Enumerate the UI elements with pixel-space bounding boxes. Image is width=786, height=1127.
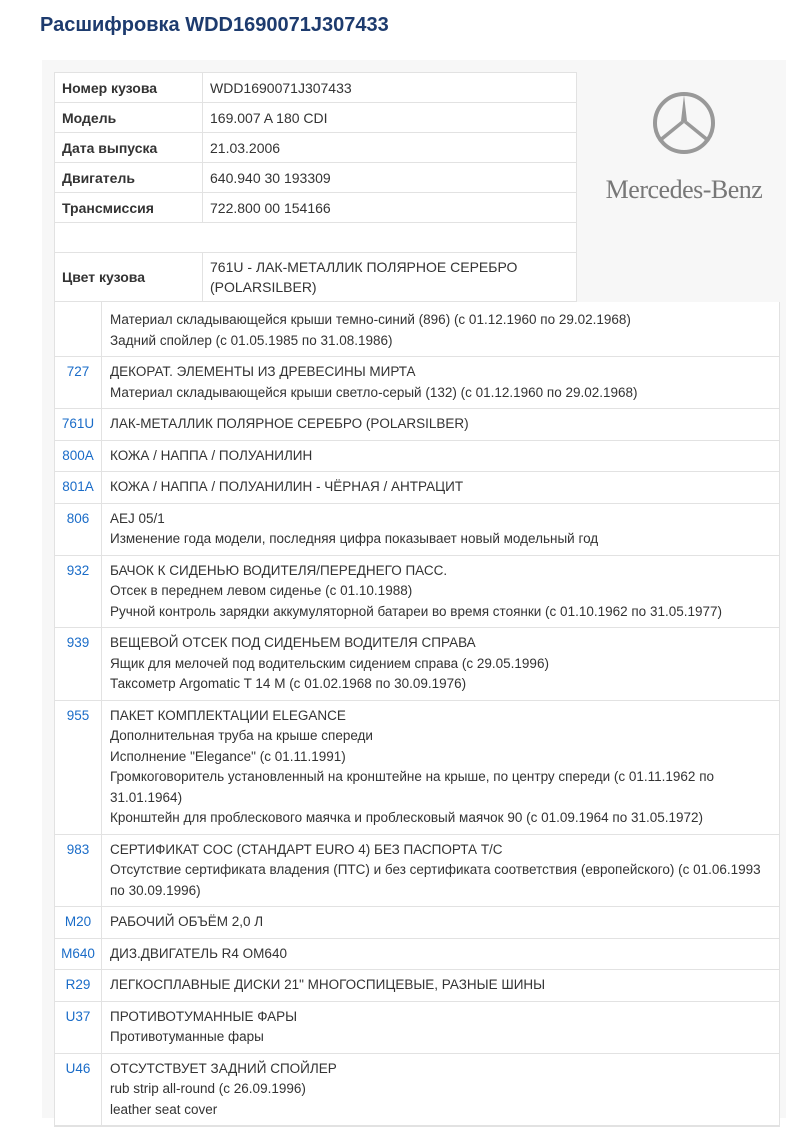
page-title: Расшифровка WDD1690071J307433 (40, 14, 389, 36)
list-item (55, 357, 779, 409)
spacer-cell (55, 223, 577, 253)
option-code-link[interactable]: 761U (55, 409, 102, 440)
option-line: ЛЕГКОСПЛАВНЫЕ ДИСКИ 21" МНОГОСПИЦЕВЫЕ, РАЗНЫЕ ШИНЫ (110, 977, 546, 992)
option-line: ЛАК-МЕТАЛЛИК ПОЛЯРНОЕ СЕРЕБРО (POLARSILBER) (110, 416, 469, 431)
option-code-link[interactable]: M20 (55, 907, 102, 938)
option-code-link[interactable]: M640 (55, 939, 102, 970)
option-line: Громкоговоритель установленный на кронштейне на крыше, по центру спереди (с 01.11.1962 по 31.01.1964) (110, 769, 715, 805)
option-line: leather seat cover (110, 1101, 218, 1117)
options-list (54, 302, 780, 1127)
option-code-link[interactable]: 806 (55, 504, 102, 555)
option-code-link[interactable]: 727 (55, 357, 102, 408)
list-item (55, 472, 779, 504)
mercedes-logo (586, 90, 782, 205)
option-description (102, 907, 271, 938)
option-code-link[interactable]: 800A (55, 441, 102, 472)
option-line: Материал складывающейся крыши светло-серый (132) (с 01.12.1960 по 29.02.1968) (110, 384, 638, 400)
logo-text: Mercedes-Benz (605, 175, 763, 204)
option-description (102, 1002, 305, 1053)
vehicle-info-table (54, 72, 577, 302)
option-description (102, 970, 553, 1001)
option-line: Кронштейн для проблескового маячка и проблесковый маячок 90 (с 01.09.1964 по 31.05.1972) (110, 810, 704, 825)
option-line: БАЧОК К СИДЕНЬЮ ВОДИТЕЛЯ/ПЕРЕДНЕГО ПАСС. (110, 562, 448, 578)
list-item (55, 504, 779, 556)
mercedes-star-icon (651, 90, 717, 156)
list-item (55, 302, 779, 357)
option-line: ПАКЕТ КОМПЛЕКТАЦИИ ELEGANCE (110, 707, 346, 723)
option-line: Исполнение "Elegance" (с 01.11.1991) (110, 748, 346, 764)
option-line: Дополнительная труба на крыше спереди (110, 728, 373, 743)
option-code-link[interactable]: 955 (55, 701, 102, 834)
option-line: КОЖА / НАППА / ПОЛУАНИЛИН - ЧЁРНАЯ / АНТРАЦИТ (110, 479, 464, 494)
option-code-link[interactable]: U46 (55, 1054, 102, 1126)
list-item (55, 441, 779, 473)
info-value: 169.007 A 180 CDI (203, 103, 577, 133)
info-label: Двигатель (55, 163, 203, 193)
option-code-link[interactable]: 801A (55, 472, 102, 503)
option-line: ДЕКОРАТ. ЭЛЕМЕНТЫ ИЗ ДРЕВЕСИНЫ МИРТА (110, 364, 416, 379)
option-line: Отсутствие сертификата владения (ПТС) и без сертификата соответствия (европейского) (с 01.06.1993 по 30.09.1996) (110, 862, 761, 898)
option-code-link[interactable]: 983 (55, 835, 102, 907)
info-value: 761U - ЛАК-МЕТАЛЛИК ПОЛЯРНОЕ СЕРЕБРО (POLARSILBER) (203, 253, 577, 302)
info-row (55, 163, 577, 193)
info-value: 21.03.2006 (203, 133, 577, 163)
info-row-color (55, 253, 577, 302)
info-label: Модель (55, 103, 203, 133)
info-row (55, 73, 577, 103)
option-line: rub strip all-round (с 26.09.1996) (110, 1081, 306, 1096)
option-description (102, 939, 295, 970)
option-line: ОТСУТСТВУЕТ ЗАДНИЙ СПОЙЛЕР (110, 1060, 337, 1076)
list-item (55, 1054, 779, 1127)
option-description (102, 357, 646, 408)
option-line: AEJ 05/1 (110, 510, 165, 526)
option-description (102, 441, 320, 472)
list-item (55, 835, 779, 908)
list-item (55, 556, 779, 629)
option-description (102, 556, 730, 628)
option-code-link[interactable]: U37 (55, 1002, 102, 1053)
option-description (102, 1054, 345, 1126)
info-spacer-row (55, 223, 577, 253)
info-value: 640.940 30 193309 (203, 163, 577, 193)
option-description (102, 701, 779, 834)
option-line: Противотуманные фары (110, 1029, 264, 1044)
option-line: СЕРТИФИКАТ COC (СТАНДАРТ EURO 4) БЕЗ ПАСПОРТА Т/С (110, 841, 503, 857)
list-item (55, 907, 779, 939)
option-code-link[interactable]: 932 (55, 556, 102, 628)
option-description (102, 628, 557, 700)
option-description (102, 302, 639, 356)
info-label: Дата выпуска (55, 133, 203, 163)
option-line: ПРОТИВОТУМАННЫЕ ФАРЫ (110, 1008, 298, 1024)
option-line: РАБОЧИЙ ОБЪЁМ 2,0 Л (110, 914, 264, 929)
option-line: Ручной контроль зарядки аккумуляторной батареи во время стоянки (с 01.10.1962 по 31.05.1977) (110, 603, 723, 619)
option-description (102, 409, 477, 440)
list-item (55, 409, 779, 441)
option-line: Изменение года модели, последняя цифра показывает новый модельный год (110, 531, 599, 546)
option-line: КОЖА / НАППА / ПОЛУАНИЛИН (110, 447, 313, 463)
info-row (55, 193, 577, 223)
info-row (55, 103, 577, 133)
option-description (102, 835, 779, 907)
info-row (55, 133, 577, 163)
option-description (102, 472, 471, 503)
list-item (55, 701, 779, 835)
option-line: Отсек в переднем левом сиденье (с 01.10.1988) (110, 583, 413, 598)
option-line: Таксометр Argomatic T 14 M (с 01.02.1968 по 30.09.1976) (110, 676, 467, 691)
info-label: Трансмиссия (55, 193, 203, 223)
info-value: WDD1690071J307433 (203, 73, 577, 103)
list-item (55, 970, 779, 1002)
option-line: Задний спойлер (с 01.05.1985 по 31.08.1986) (110, 332, 393, 348)
option-code-link[interactable]: 939 (55, 628, 102, 700)
option-code (55, 302, 102, 356)
info-value: 722.800 00 154166 (203, 193, 577, 223)
option-description (102, 504, 606, 555)
list-item (55, 628, 779, 701)
option-line: ВЕЩЕВОЙ ОТСЕК ПОД СИДЕНЬЕМ ВОДИТЕЛЯ СПРАВА (110, 635, 476, 650)
option-line: Ящик для мелочей под водительским сидением справа (с 29.05.1996) (110, 655, 549, 671)
list-item (55, 939, 779, 971)
option-code-link[interactable]: R29 (55, 970, 102, 1001)
info-label: Номер кузова (55, 73, 203, 103)
option-line: ДИЗ.ДВИГАТЕЛЬ R4 OM640 (110, 945, 287, 961)
info-label: Цвет кузова (55, 253, 203, 302)
list-item (55, 1002, 779, 1054)
option-line: Материал складывающейся крыши темно-синий (896) (с 01.12.1960 по 29.02.1968) (110, 312, 631, 327)
